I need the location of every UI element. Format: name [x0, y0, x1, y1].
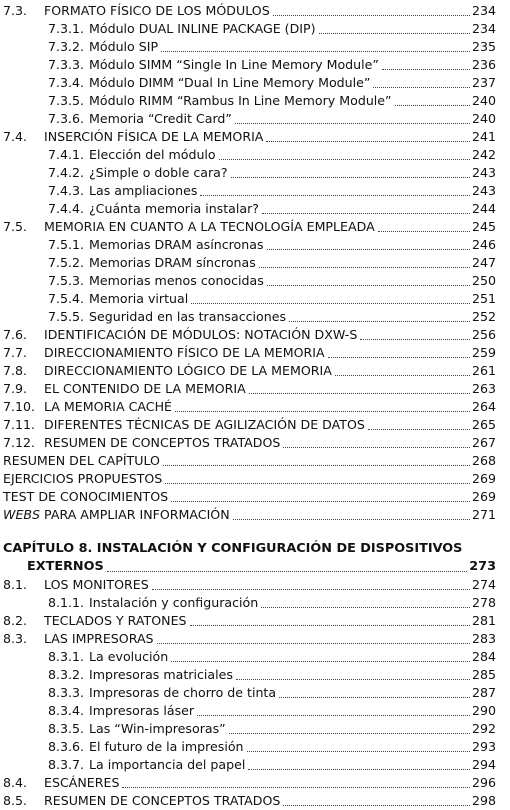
toc-entry-page: 267: [471, 435, 496, 450]
toc-entry-title: IDENTIFICACIÓN DE MÓDULOS: NOTACIÓN DXW-S: [44, 327, 358, 342]
toc-entry-number: 7.4.2.: [48, 165, 85, 180]
toc-entry-number: 8.3.3.: [48, 685, 85, 700]
toc-entry-number: 8.5.: [3, 793, 28, 808]
toc-entry-page: 281: [471, 613, 496, 628]
toc-leader-dots: [267, 248, 470, 250]
toc-leader-dots: [267, 284, 470, 286]
toc-leader-dots: [360, 338, 470, 340]
toc-entry[interactable]: [0, 218, 510, 236]
toc-entry[interactable]: [0, 648, 510, 666]
toc-leader-dots: [248, 768, 470, 770]
toc-entry-title: Memorias DRAM síncronas: [89, 255, 256, 270]
toc-entry[interactable]: [0, 344, 510, 362]
toc-entry[interactable]: [0, 236, 510, 254]
toc-entry-page: 293: [471, 739, 496, 754]
toc-entry[interactable]: [0, 56, 510, 74]
toc-entry[interactable]: [0, 380, 510, 398]
toc-entry-page: 234: [471, 21, 496, 36]
toc-entry-number: 7.5.2.: [48, 255, 85, 270]
toc-entry-number: 8.3.4.: [48, 703, 85, 718]
toc-entry-number: 7.5.1.: [48, 237, 85, 252]
toc-entry-page: 236: [471, 57, 496, 72]
toc-entry-title: DIFERENTES TÉCNICAS DE AGILIZACIÓN DE DATOS: [44, 417, 365, 432]
toc-entry-page: 290: [471, 703, 496, 718]
toc-leader-dots: [378, 230, 470, 232]
toc-entry-number: 7.3.: [3, 3, 28, 18]
toc-entry[interactable]: [0, 792, 510, 810]
toc-entry[interactable]: [0, 630, 510, 648]
toc-entry-page: 252: [471, 309, 496, 324]
toc-leader-dots: [283, 804, 470, 806]
toc-entry[interactable]: [0, 164, 510, 182]
toc-entry-page: 240: [471, 111, 496, 126]
toc-leader-dots: [107, 570, 468, 572]
toc-entry-page: 287: [471, 685, 496, 700]
toc-entry-number: 7.3.2.: [48, 39, 85, 54]
toc-entry-number: 7.7.: [3, 345, 28, 360]
toc-entry-page: 243: [471, 165, 496, 180]
toc-leader-dots: [373, 86, 470, 88]
toc-entry-title: EXTERNOS: [27, 559, 104, 574]
toc-entry[interactable]: [0, 128, 510, 146]
toc-entry-title: Las ampliaciones: [89, 183, 198, 198]
toc-entry-number: 7.10.: [3, 399, 36, 414]
toc-entry-title: Las “Win-impresoras”: [89, 721, 226, 736]
toc-entry-page: 294: [471, 757, 496, 772]
toc-leader-dots: [165, 482, 470, 484]
toc-entry-number: 7.5.: [3, 219, 28, 234]
toc-entry-number: 8.3.1.: [48, 649, 85, 664]
toc-entry[interactable]: [0, 308, 510, 326]
toc-entry-page: 292: [471, 721, 496, 736]
toc-entry[interactable]: [0, 576, 510, 594]
toc-entry[interactable]: [0, 416, 510, 434]
toc-entry-page: 278: [471, 595, 496, 610]
toc-entry-number: 8.4.: [3, 775, 28, 790]
toc-entry-title: La importancia del papel: [89, 757, 246, 772]
toc-entry-number: 7.5.3.: [48, 273, 85, 288]
toc-entry-page: 285: [471, 667, 496, 682]
toc-entry-number: 8.3.2.: [48, 667, 85, 682]
toc-entry-page: 298: [471, 793, 496, 808]
toc-entry-page: 283: [471, 631, 496, 646]
toc-entry-number: 7.3.5.: [48, 93, 85, 108]
toc-entry[interactable]: [0, 290, 510, 308]
toc-entry-title: ¿Cuánta memoria instalar?: [89, 201, 259, 216]
toc-entry-page: 269: [471, 471, 496, 486]
toc-entry-number: 8.2.: [3, 613, 28, 628]
toc-entry-title: EL CONTENIDO DE LA MEMORIA: [44, 381, 246, 396]
toc-entry[interactable]: [0, 398, 510, 416]
toc-entry[interactable]: [0, 38, 510, 56]
toc-entry[interactable]: [0, 326, 510, 344]
toc-leader-dots: [279, 696, 470, 698]
toc-entry[interactable]: [0, 684, 510, 702]
toc-entry-title: RESUMEN DE CONCEPTOS TRATADOS: [44, 435, 281, 450]
toc-entry[interactable]: [0, 470, 510, 488]
toc-entry[interactable]: [0, 756, 510, 774]
toc-entry-number: 7.6.: [3, 327, 28, 342]
toc-entry[interactable]: [0, 2, 510, 20]
toc-entry-page: 256: [471, 327, 496, 342]
toc-entry-number: 8.3.5.: [48, 721, 85, 736]
toc-entry-title: [3, 506, 230, 524]
toc-entry-title: Impresoras de chorro de tinta: [89, 685, 277, 700]
toc-entry-title: La evolución: [89, 649, 169, 664]
toc-entry-title: ¿Simple o doble cara?: [89, 165, 228, 180]
toc-entry-number: 7.5.4.: [48, 291, 85, 306]
toc-leader-dots: [395, 104, 470, 106]
toc-leader-dots: [249, 392, 470, 394]
toc-leader-dots: [382, 68, 470, 70]
toc-entry-title: El futuro de la impresión: [89, 739, 244, 754]
toc-leader-dots: [328, 356, 470, 358]
toc-entry-number: 7.3.6.: [48, 111, 85, 126]
toc-entry-page: 284: [471, 649, 496, 664]
toc-leader-dots: [259, 266, 470, 268]
toc-entry-title-rest: PARA AMPLIAR INFORMACIÓN: [40, 507, 230, 522]
toc-entry[interactable]: [0, 488, 510, 506]
toc-entry-page: 265: [471, 417, 496, 432]
toc-leader-dots: [283, 446, 470, 448]
toc-entry-number: 8.1.1.: [48, 595, 85, 610]
toc-leader-dots: [190, 624, 470, 626]
toc-leader-dots: [152, 588, 470, 590]
toc-entry[interactable]: [0, 738, 510, 756]
toc-entry-number: 7.3.4.: [48, 75, 85, 90]
toc-entry[interactable]: [0, 200, 510, 218]
toc-entry[interactable]: [0, 254, 510, 272]
toc-entry-title: Módulo RIMM “Rambus In Line Memory Module”: [89, 93, 392, 108]
toc-entry-title: RESUMEN DEL CAPÍTULO: [3, 453, 160, 468]
toc-entry-title: RESUMEN DE CONCEPTOS TRATADOS: [44, 793, 281, 808]
toc-entry-page: 243: [471, 183, 496, 198]
toc-entry-title: Instalación y configuración: [89, 595, 259, 610]
toc-leader-dots: [197, 714, 470, 716]
toc-leader-dots: [289, 320, 470, 322]
toc-entry-title-italic: WEBS: [3, 507, 41, 522]
toc-entry-number: 7.8.: [3, 363, 28, 378]
toc-entry-title: Módulo DIMM “Dual In Line Memory Module”: [89, 75, 371, 90]
toc-leader-dots: [273, 14, 470, 16]
toc-entry-number: 7.3.3.: [48, 57, 85, 72]
toc-entry-title: Seguridad en las transacciones: [89, 309, 287, 324]
toc-leader-dots: [319, 32, 470, 34]
toc-entry[interactable]: [0, 506, 510, 524]
toc-entry-number: 7.11.: [3, 417, 36, 432]
toc-entry-page: 246: [471, 237, 496, 252]
toc-leader-dots: [200, 194, 470, 196]
toc-entry[interactable]: [0, 182, 510, 200]
toc-entry-title: TEST DE CONOCIMIENTOS: [3, 489, 169, 504]
toc-entry[interactable]: [0, 20, 510, 38]
toc-leader-dots: [266, 140, 470, 142]
toc-entry[interactable]: [0, 540, 510, 558]
toc-entry-page: 261: [471, 363, 496, 378]
toc-entry-title: Módulo SIMM “Single In Line Memory Module”: [89, 57, 379, 72]
toc-leader-dots: [231, 176, 470, 178]
toc-leader-dots: [191, 302, 470, 304]
toc-entry[interactable]: [0, 594, 510, 612]
toc-entry-number: 7.12.: [3, 435, 36, 450]
toc-entry-number: 7.4.3.: [48, 183, 85, 198]
toc-entry-title: LOS MONITORES: [44, 577, 149, 592]
toc-entry[interactable]: [0, 74, 510, 92]
toc-entry-number: 7.5.5.: [48, 309, 85, 324]
toc-entry-page: 234: [471, 3, 496, 18]
toc-entry-title: Memorias menos conocidas: [89, 273, 264, 288]
toc-leader-dots: [175, 410, 470, 412]
toc-entry-title: DIRECCIONAMIENTO LÓGICO DE LA MEMORIA: [44, 363, 332, 378]
toc-entry[interactable]: [0, 720, 510, 738]
toc-entry-page: 237: [471, 75, 496, 90]
toc-entry-page: 274: [471, 577, 496, 592]
toc-entry-title: Módulo SIP: [89, 39, 159, 54]
toc-entry-page: 242: [471, 147, 496, 162]
toc-entry-title: EJERCICIOS PROPUESTOS: [3, 471, 163, 486]
toc-leader-dots: [261, 606, 470, 608]
toc-leader-dots: [171, 660, 470, 662]
toc-leader-dots: [235, 122, 470, 124]
toc-entry-page: 269: [471, 489, 496, 504]
toc-entry-number: 8.3.: [3, 631, 28, 646]
toc-entry[interactable]: [0, 666, 510, 684]
toc-entry-page: 264: [471, 399, 496, 414]
toc-entry-title: Módulo DUAL INLINE PACKAGE (DIP): [89, 21, 316, 36]
toc-leader-dots: [368, 428, 470, 430]
toc-entry[interactable]: [0, 272, 510, 290]
toc-entry[interactable]: [0, 110, 510, 128]
toc-entry-page: 273: [469, 559, 496, 574]
toc-leader-dots: [247, 750, 470, 752]
toc-leader-dots: [236, 678, 470, 680]
toc-entry-title: Memoria “Credit Card”: [89, 111, 232, 126]
toc-entry-page: 268: [471, 453, 496, 468]
toc-entry-page: 247: [471, 255, 496, 270]
toc-entry-title: CAPÍTULO 8. INSTALACIÓN Y CONFIGURACIÓN DE DISPOSITIVOS: [3, 541, 463, 556]
toc-entry[interactable]: [0, 146, 510, 164]
toc-entry-title: Memoria virtual: [89, 291, 189, 306]
toc-leader-dots: [219, 158, 470, 160]
toc-entry-page: 235: [471, 39, 496, 54]
toc-entry-title: LA MEMORIA CACHÉ: [44, 399, 173, 414]
toc-entry-number: 7.4.4.: [48, 201, 85, 216]
toc-entry-title: DIRECCIONAMIENTO FÍSICO DE LA MEMORIA: [44, 345, 325, 360]
toc-entry[interactable]: [0, 702, 510, 720]
toc-entry-number: 8.3.7.: [48, 757, 85, 772]
toc-entry-title: Impresoras láser: [89, 703, 195, 718]
toc-entry[interactable]: [0, 558, 510, 576]
toc-entry[interactable]: [0, 434, 510, 452]
toc-entry-title: LAS IMPRESORAS: [44, 631, 154, 646]
toc-entry[interactable]: [0, 612, 510, 630]
toc-leader-dots: [161, 50, 470, 52]
toc-leader-dots: [262, 212, 470, 214]
toc-entry-page: 251: [471, 291, 496, 306]
toc-leader-dots: [233, 518, 470, 520]
toc-entry-number: 8.3.6.: [48, 739, 85, 754]
toc-leader-dots: [157, 642, 470, 644]
toc-leader-dots: [229, 732, 470, 734]
toc-entry-page: 245: [471, 219, 496, 234]
toc-entry-title: INSERCIÓN FÍSICA DE LA MEMORIA: [44, 129, 264, 144]
toc-entry[interactable]: [0, 452, 510, 470]
toc-entry-page: 241: [471, 129, 496, 144]
toc-entry-title: MEMORIA EN CUANTO A LA TECNOLOGÍA EMPLEADA: [44, 219, 375, 234]
toc-entry[interactable]: [0, 92, 510, 110]
toc-leader-dots: [163, 464, 470, 466]
toc-leader-dots: [122, 786, 470, 788]
toc-entry-page: 263: [471, 381, 496, 396]
toc-entry-page: 250: [471, 273, 496, 288]
toc-entry-number: 7.3.1.: [48, 21, 85, 36]
toc-leader-dots: [171, 500, 470, 502]
toc-entry-page: 296: [471, 775, 496, 790]
toc-entry-page: 244: [471, 201, 496, 216]
toc-entry-title: Elección del módulo: [89, 147, 216, 162]
toc-entry-page: 259: [471, 345, 496, 360]
toc-entry-number: 7.4.: [3, 129, 28, 144]
toc-entry-title: TECLADOS Y RATONES: [44, 613, 187, 628]
toc-entry-page: 240: [471, 93, 496, 108]
toc-entry[interactable]: [0, 774, 510, 792]
toc-entry-title: ESCÁNERES: [44, 775, 120, 790]
toc-entry-title: FORMATO FÍSICO DE LOS MÓDULOS: [44, 3, 270, 18]
toc-entry[interactable]: [0, 362, 510, 380]
toc-entry-title: Impresoras matriciales: [89, 667, 233, 682]
toc-entry-number: 7.9.: [3, 381, 28, 396]
toc-entry-title: Memorias DRAM asíncronas: [89, 237, 264, 252]
toc-entry-page: 271: [471, 507, 496, 522]
toc-entry-number: 8.1.: [3, 577, 28, 592]
toc-entry-number: 7.4.1.: [48, 147, 85, 162]
toc-leader-dots: [335, 374, 470, 376]
